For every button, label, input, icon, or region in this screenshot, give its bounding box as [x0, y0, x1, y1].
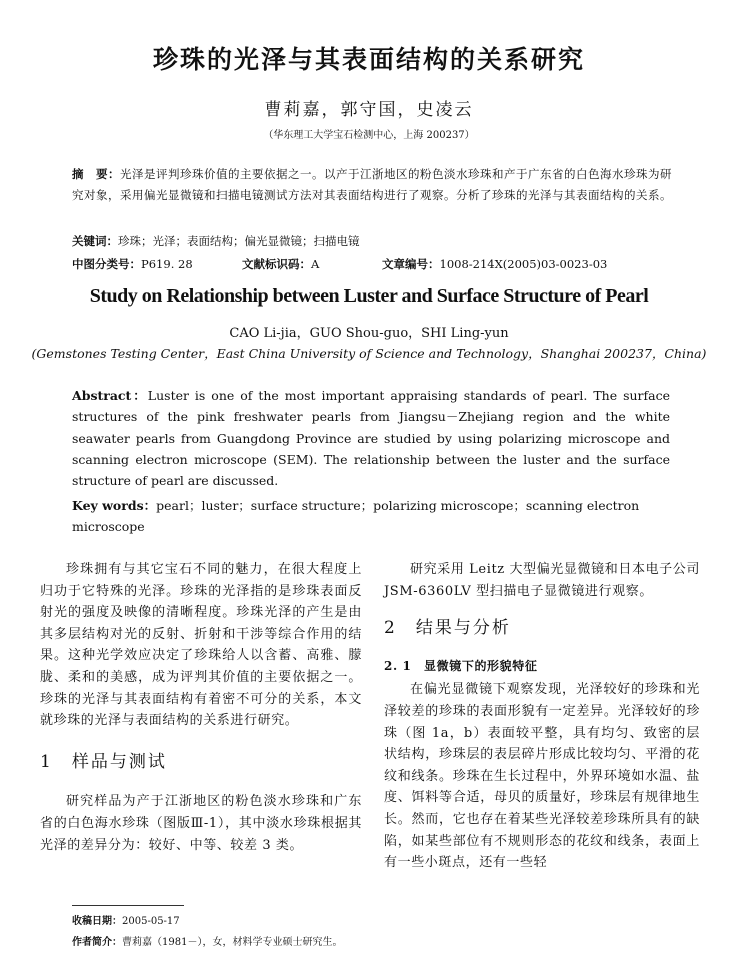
abstract-en: [72, 385, 670, 491]
right-column: [384, 559, 700, 874]
received-value: 2005-05-17: [122, 916, 180, 927]
article-no-field: [382, 256, 607, 272]
abstract-en-text: Luster is one of the most important appraising standards of pearl. The surface structures of the pink freshwater pearls from Jiangsu－Zhejiang region and the white seawater pearls from Guangdong Province are studied by using polarizing microscope and scanning electron microscope (SEM). The relationship between the luster and the surface structure of pearl are discussed.: [72, 388, 670, 489]
paper-title-en: Study on Relationship between Luster and Surface Structure of Pearl: [89, 285, 649, 307]
doc-code-value: A: [311, 257, 320, 271]
received-label: 收稿日期：: [72, 916, 122, 927]
keywords-en: [72, 495, 670, 538]
intro-paragraph: 珍珠拥有与其它宝石不同的魅力，在很大程度上归功于它特殊的光泽。珍珠的光泽指的是珍珠表面反射光的强度及映像的清晰程度。珍珠光泽的产生是由其多层结构对光的反射、折射和干涉等综合作用的结果。这种光学效应决定了珍珠给人以含蓄、高雅、朦胧、柔和的美感，成为评判其价值的主要依据之一。珍珠的光泽与其表面结构有着密不可分的关系，本文就珍珠的光泽与表面结构的关系进行研究。: [40, 562, 362, 729]
abstract-en-label: Abstract：: [72, 388, 148, 403]
subsection-2-1-heading: 2. 1 显微镜下的形貌特征: [384, 658, 538, 673]
keywords-en-text: pearl；luster；surface structure；polarizing microscope；scanning electron microscope: [72, 498, 640, 535]
doc-code-label: 文献标识码：: [242, 257, 311, 271]
left-column: [40, 559, 362, 856]
section-1-heading: 1 样品与测试: [40, 751, 167, 772]
abstract-zh-text: 光泽是评判珍珠价值的主要依据之一。以产于江浙地区的粉色淡水珍珠和产于广东省的白色海水珍珠为研究对象，采用偏光显微镜和扫描电镜测试方法对其表面结构进行了观察。分析了珍珠的光泽与其表面结构的关系。: [72, 167, 672, 202]
clc-field: [72, 256, 193, 272]
keywords-zh: [72, 233, 680, 249]
article-no-value: 1008-214X(2005)03-0023-03: [439, 257, 608, 271]
authors-zh: 曹莉嘉，郭守国，史凌云: [264, 100, 474, 120]
paper-title-zh: 珍珠的光泽与其表面结构的关系研究: [152, 45, 585, 74]
affiliation-zh: （华东理工大学宝石检测中心，上海 200237）: [263, 130, 475, 141]
keywords-en-label: Key words：: [72, 498, 157, 513]
clc-label: 中图分类号：: [72, 257, 141, 271]
results-paragraph: 在偏光显微镜下观察发现，光泽较好的珍珠和光泽较差的珍珠的表面形貌有一定差异。光泽较好的珍珠（图 1a，b）表面较平整，具有均匀、致密的层状结构，珍珠层的表层碎片形成比较均匀、平滑的花纹和线条。珍珠在生长过程中，外界环境如水温、盐度、饵料等合适，母贝的质量好，珍珠层有规律地生长。然而，它也存在着某些光泽较差珍珠所具有的缺陷，如某些部位有不规则形态的花纹和线条，表面上有一些小斑点，还有一些轻: [384, 682, 700, 871]
abstract-zh: [72, 164, 680, 206]
doc-code-field: [242, 256, 319, 272]
keywords-zh-label: 关键词：: [72, 234, 118, 248]
received-date: [72, 912, 180, 927]
section-1-paragraph: 研究样品为产于江浙地区的粉色淡水珍珠和广东省的白色海水珍珠（图版Ⅲ-1），其中淡水珍珠根据其光泽的差异分为：较好、中等、较差 3 类。: [40, 794, 362, 853]
keywords-zh-text: 珍珠；光泽；表面结构；偏光显微镜；扫描电镜: [118, 234, 360, 248]
bio-value: 曹莉嘉（1981－），女，材料学专业硕士研究生。: [122, 937, 343, 948]
footnote-divider: [72, 905, 184, 906]
section-2-heading: 2 结果与分析: [384, 618, 511, 639]
methods-paragraph: 研究采用 Leitz 大型偏光显微镜和日本电子公司 JSM-6360LV 型扫描电子显微镜进行观察。: [384, 562, 700, 599]
bio-label: 作者简介：: [72, 937, 122, 948]
article-no-label: 文章编号：: [382, 257, 440, 271]
clc-value: P619. 28: [141, 257, 193, 271]
authors-en: CAO Li-jia，GUO Shou-guo，SHI Ling-yun: [229, 326, 509, 341]
author-bio: [72, 933, 342, 948]
abstract-zh-label: 摘 要：: [72, 167, 120, 181]
affiliation-en: (Gemstones Testing Center，East China University of Science and Technology，Shanghai 200237，China): [31, 346, 707, 361]
